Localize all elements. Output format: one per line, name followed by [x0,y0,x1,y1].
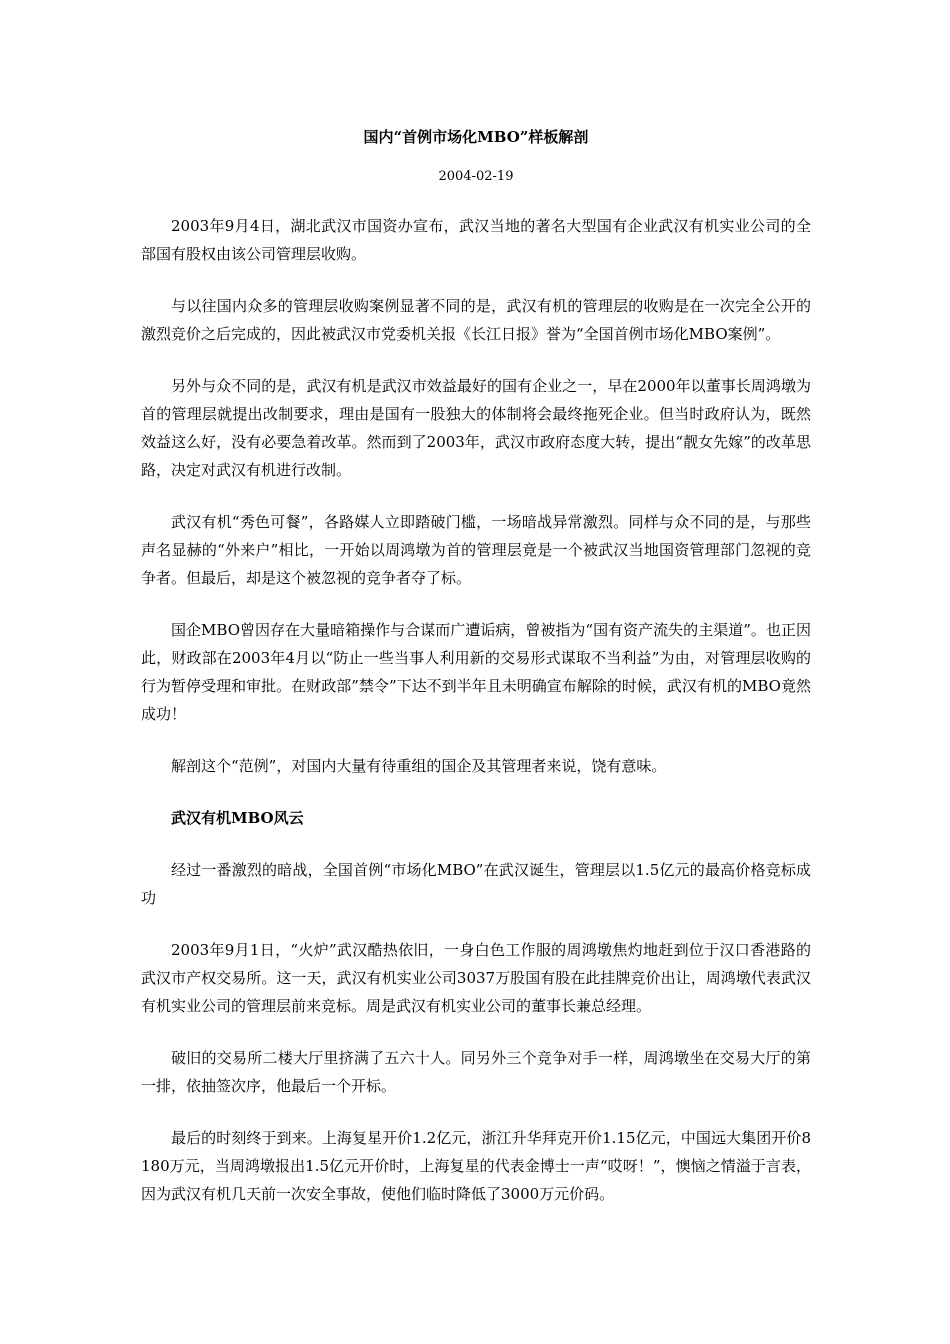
section-paragraph-1: 经过一番激烈的暗战，全国首例“市场化MBO”在武汉诞生，管理层以1.5亿元的最高价格竞标成功 [141,861,811,907]
section-paragraph-2: 2003年9月1日，“火炉”武汉酷热依旧，一身白色工作服的周鸿墩焦灼地赶到位于汉口香港路的武汉市产权交易所。这一天，武汉有机实业公司3037万股国有股在此挂牌竞价出让，周鸿墩代表武汉有机实业公司的管理层前来竞标。周是武汉有机实业公司的董事长兼总经理。 [141,941,811,1015]
paragraph-4: 武汉有机“秀色可餐”，各路媒人立即踏破门槛，一场暗战异常激烈。同样与众不同的是，与那些声名显赫的“外来户”相比，一开始以周鸿墩为首的管理层竟是一个被武汉当地国资管理部门忽视的竞争者。但最后，却是这个被忽视的竞争者夺了标。 [141,513,811,587]
paragraph-6: 解剖这个“范例”，对国内大量有待重组的国企及其管理者来说，饶有意味。 [171,757,667,775]
paragraph-2: 与以往国内众多的管理层收购案例显著不同的是，武汉有机的管理层的收购是在一次完全公开的激烈竞价之后完成的，因此被武汉市党委机关报《长江日报》誉为“全国首例市场化MBO案例”。 [141,297,811,343]
section-paragraph-3: 破旧的交易所二楼大厅里挤满了五六十人。同另外三个竞争对手一样，周鸿墩坐在交易大厅的第一排，依抽签次序，他最后一个开标。 [141,1049,811,1095]
document-body [141,212,811,1208]
paragraph-3: 另外与众不同的是，武汉有机是武汉市效益最好的国有企业之一，早在2000年以董事长周鸿墩为首的管理层就提出改制要求，理由是国有一股独大的体制将会最终拖死企业。但当时政府认为，既然效益这么好，没有必要急着改革。然而到了2003年，武汉市政府态度大转，提出“靓女先嫁”的改革思路，决定对武汉有机进行改制。 [141,377,811,479]
document-date: 2004-02-19 [438,169,514,184]
section-paragraph-4: 最后的时刻终于到来。上海复星开价1.2亿元，浙江升华拜克开价1.15亿元，中国远大集团开价8180万元，当周鸿墩报出1.5亿元开价时，上海复星的代表金博士一声“哎呀！”，懊恼之情溢于言表，因为武汉有机几天前一次安全事故，使他们临时降低了3000万元价码。 [141,1129,811,1203]
section-heading: 武汉有机MBO风云 [171,809,304,827]
document-content [141,122,811,1232]
document-title: 国内“首例市场化MBO”样板解剖 [363,128,589,146]
paragraph-1: 2003年9月4日，湖北武汉市国资办宣布，武汉当地的著名大型国有企业武汉有机实业公司的全部国有股权由该公司管理层收购。 [141,217,811,263]
paragraph-5: 国企MBO曾因存在大量暗箱操作与合谋而广遭诟病，曾被指为“国有资产流失的主渠道”。也正因此，财政部在2003年4月以“防止一些当事人利用新的交易形式谋取不当利益”为由，对管理层收购的行为暂停受理和审批。在财政部”禁令”下达不到半年且未明确宣布解除的时候，武汉有机的MBO竟然成功！ [141,621,811,723]
